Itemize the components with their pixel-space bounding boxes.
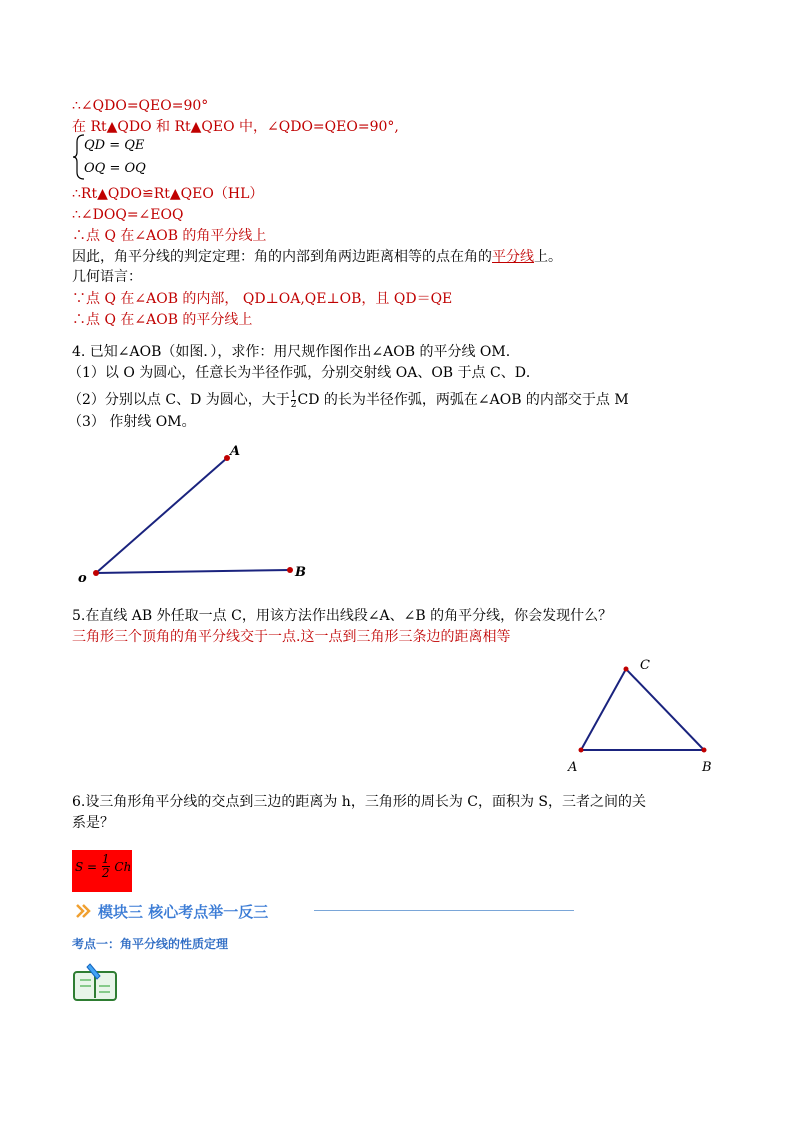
formula-rhs: Ch (114, 859, 132, 874)
geometry-language-label: 几何语言： (72, 269, 142, 285)
theorem-line (72, 247, 562, 267)
proof-line-2: 在 Rt▲QDO 和 Rt▲QEO 中，∠QDO=QEO=90°, (72, 119, 399, 135)
formula-den: 2 (101, 866, 110, 880)
ray-oa (96, 458, 227, 573)
fraction-den: 2 (290, 399, 297, 410)
point-b2 (702, 748, 707, 753)
point-a2 (579, 748, 584, 753)
label-a2: A (568, 760, 578, 775)
ray-ob (96, 570, 290, 573)
label-o: o (78, 571, 87, 586)
q4-step-2-a: （2）分别以点 C、D 为圆心，大于 (68, 392, 290, 408)
proof-line-4: ∴∠DOQ=∠EOQ (72, 207, 184, 223)
book-pencil-icon (72, 962, 118, 1002)
fraction (291, 391, 297, 410)
equation-1: QD = QE (84, 138, 145, 153)
q5-title: 5.在直线 AB 外任取一点 C，用该方法作出线段∠A、∠B 的角平分线，你会发现什么？ (72, 608, 613, 624)
label-b2: B (702, 760, 712, 775)
proof-line-3: ∴Rt▲QDO≌Rt▲QEO（HL） (72, 186, 264, 202)
formula-fraction (102, 853, 110, 880)
module-divider (314, 910, 574, 911)
theorem-keyword: 平分线 (492, 249, 534, 265)
q4-step-2 (68, 390, 629, 410)
theorem-end: 上。 (534, 249, 562, 265)
label-b: B (295, 565, 306, 580)
triangle-abc (581, 669, 704, 750)
q4-title: 4. 已知∠AOB（如图．），求作：用尺规作图作出∠AOB 的平分线 OM. (72, 344, 511, 360)
label-a: A (230, 444, 241, 459)
geometry-line-2: ∴点 Q 在∠AOB 的平分线上 (72, 312, 253, 328)
q4-step-2-b: CD 的长为半径作弧，两弧在∠AOB 的内部交于点 M (297, 392, 629, 408)
angle-aob-figure (70, 438, 320, 588)
proof-line-5: ∴点 Q 在∠AOB 的角平分线上 (72, 228, 267, 244)
label-c: C (640, 658, 650, 673)
q6-title-1: 6.设三角形角平分线的交点到三边的距离为 h，三角形的周长为 C，面积为 S，三者之间的关 (72, 794, 647, 810)
fraction-num: 1 (290, 389, 297, 400)
q5-answer: 三角形三个顶角的角平分线交于一点.这一点到三角形三条边的距离相等 (72, 629, 511, 645)
equation-2: OQ = OQ (84, 161, 146, 176)
point-c (624, 667, 629, 672)
point-o (93, 570, 99, 576)
formula-lhs: S = (75, 859, 98, 874)
formula-num: 1 (101, 852, 110, 866)
module-title: 模块三 核心考点举一反三 (98, 903, 269, 921)
q4-step-1: （1）以 O 为圆心，任意长为半径作弧，分别交射线 OA、OB 于点 C、D． (68, 365, 540, 381)
geometry-line-1: ∵点 Q 在∠AOB 的内部， QD⊥OA,QE⊥OB，且 QD＝QE (72, 291, 453, 307)
proof-line-1: ∴∠QDO=QEO=90° (72, 98, 209, 114)
q6-title-2: 系是？ (72, 815, 114, 831)
point-b (287, 567, 293, 573)
theorem-text: 因此，角平分线的判定定理：角的内部到角两边距离相等的点在角的 (72, 249, 492, 265)
kaodian-title: 考点一：角平分线的性质定理 (72, 937, 229, 951)
triangle-abc-figure (560, 655, 730, 780)
double-chevron-icon (76, 904, 92, 918)
q4-step-3: （3） 作射线 OM。 (68, 414, 196, 430)
formula (75, 853, 131, 880)
